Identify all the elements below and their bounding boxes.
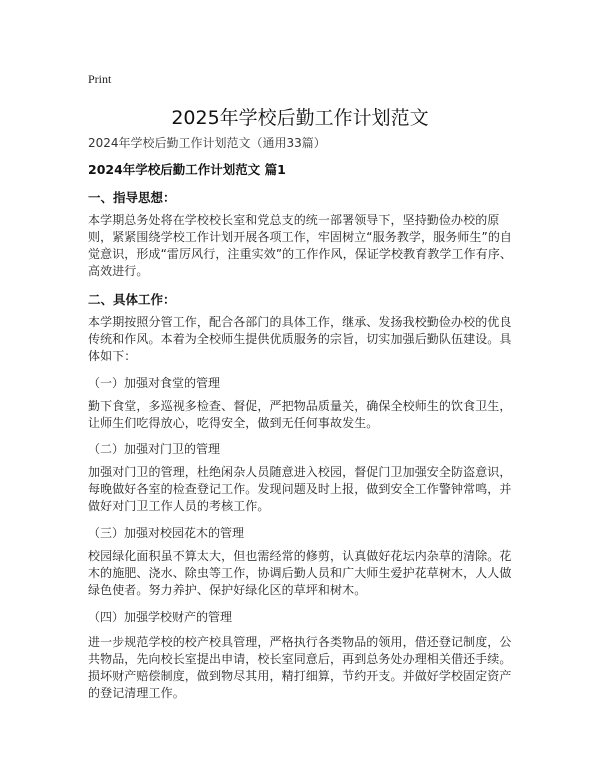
section-paragraph-specific-work: 本学期按照分管工作，配合各部门的具体工作，继承、发扬我校勤俭办校的优良传统和作风。本着为全校师生提供优质服务的宗旨，切实加强后勤队伍建设。具体如下： xyxy=(88,315,512,363)
print-label: Print xyxy=(88,72,112,86)
section-heading-guiding-principle: 一、指导思想： xyxy=(88,190,176,205)
subsection-heading-canteen: （一）加强对食堂的管理 xyxy=(88,376,221,390)
subsection-heading-greenery: （三）加强对校园花木的管理 xyxy=(88,526,245,540)
subsection-paragraph-property: 进一步规范学校的校产校具管理，严格执行各类物品的领用，借还登记制度，公共物品，先向校长室提出申请，校长室同意后，再到总务处办理相关借还手续。损坏财产赔偿制度，做到物尽其用，精打细算，节约开支。并做好学校固定资产的登记清理工作。 xyxy=(88,635,512,700)
subsection-paragraph-gatekeeper: 加强对门卫的管理，杜绝闲杂人员随意进入校园，督促门卫加强安全防盗意识，每晚做好各室的检查登记工作。发现问题及时上报，做到安全工作警钟常鸣，并做好对门卫工作人员的考核工作。 xyxy=(88,465,512,513)
section-heading-specific-work: 二、具体工作： xyxy=(88,292,176,307)
section-paragraph-guiding-principle: 本学期总务处将在学校校长室和党总支的统一部署领导下，坚持勤俭办校的原则，紧紧围绕学校工作计划开展各项工作，牢固树立“服务教学，服务师生”的自觉意识，形成“雷厉风行，注重实效”的工作作风，保证学校教育教学工作有序、高效进行。 xyxy=(88,213,513,278)
subsection-paragraph-canteen: 勤下食堂，多巡视多检查、督促，严把物品质量关，确保全校师生的饮食卫生，让师生们吃得放心，吃得安全，做到无任何事故发生。 xyxy=(88,399,512,430)
document-subtitle: 2024年学校后勤工作计划范文（通用33篇） xyxy=(88,136,326,150)
subsection-heading-gatekeeper: （二）加强对门卫的管理 xyxy=(88,442,221,456)
subsection-heading-property: （四）加强学校财产的管理 xyxy=(88,610,233,624)
document-title: 2025年学校后勤工作计划范文 xyxy=(171,107,429,129)
subsection-paragraph-greenery: 校园绿化面积虽不算太大，但也需经常的修剪，认真做好花坛内杂草的清除。花木的施肥、浇水、除虫等工作，协调后勤人员和广大师生爱护花草树木，人人做绿色使者。努力养护、保护好绿化区的草坪和树木。 xyxy=(88,549,512,597)
article-heading: 2024年学校后勤工作计划范文 篇1 xyxy=(88,162,286,177)
